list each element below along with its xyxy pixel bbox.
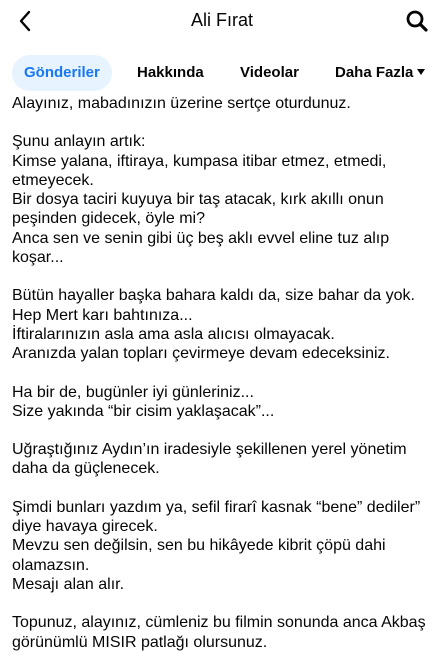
search-icon — [405, 9, 429, 33]
post-body — [12, 94, 438, 651]
caret-down-icon — [417, 69, 425, 75]
post-paragraph: Şunu anlayın artık: Kimse yalana, iftiraya, kumpasa itibar etmez, etmedi, etmeyecek. Bir dosya taciri kuyuya bir taş atacak, kırk akıllı onun peşinden gidecek, öyle mi? Anca sen ve senin gibi üç beş aklı evvel eline tuz alıp koşar... — [12, 133, 390, 267]
page-title: Ali Fırat — [190, 10, 253, 30]
profile-tabs — [0, 54, 444, 94]
post-paragraph: Uğraştığınız Aydın’ın iradesiyle şekillenen yerel yönetim daha da güçlenecek. — [12, 441, 407, 478]
post-paragraph: Bütün hayaller başka bahara kaldı da, size bahar da yok. Hep Mert karı bahtınıza... İftiralarınızın asla ama asla alıcısı olmayacak. Aranızda yalan topları çevirmeye devam edeceksiniz. — [12, 287, 415, 363]
post-paragraph: Topunuz, alayınız, cümleniz bu filmin sonunda anca Akbaş görünümlü MISIR patlağı olursunuz. — [12, 614, 426, 651]
post-paragraph: Ha bir de, bugünler iyi günleriniz... Size yakında “bir cisim yaklaşacak”... — [12, 383, 275, 420]
post-paragraph: Alayınız, mabadınızın üzerine sertçe oturdunuz. — [12, 95, 351, 112]
tab-label: Videolar — [240, 64, 299, 81]
tab-about[interactable] — [137, 55, 204, 91]
tab-videos[interactable] — [240, 55, 299, 91]
tab-more[interactable] — [335, 55, 425, 91]
search-button[interactable] — [404, 8, 430, 34]
top-bar — [0, 0, 444, 44]
tab-posts[interactable] — [12, 55, 112, 91]
tab-label: Gönderiler — [24, 64, 100, 81]
post-paragraph: Şimdi bunları yazdım ya, sefil firarî kasnak “bene” dediler” diye havaya girecek. Mevzu sen değilsin, sen bu hikâyede kibrit çöpü dahi olamazsın. Mesajı alan alır. — [12, 498, 421, 593]
tab-label: Hakkında — [137, 64, 204, 81]
tab-label: Daha Fazla — [335, 64, 414, 81]
